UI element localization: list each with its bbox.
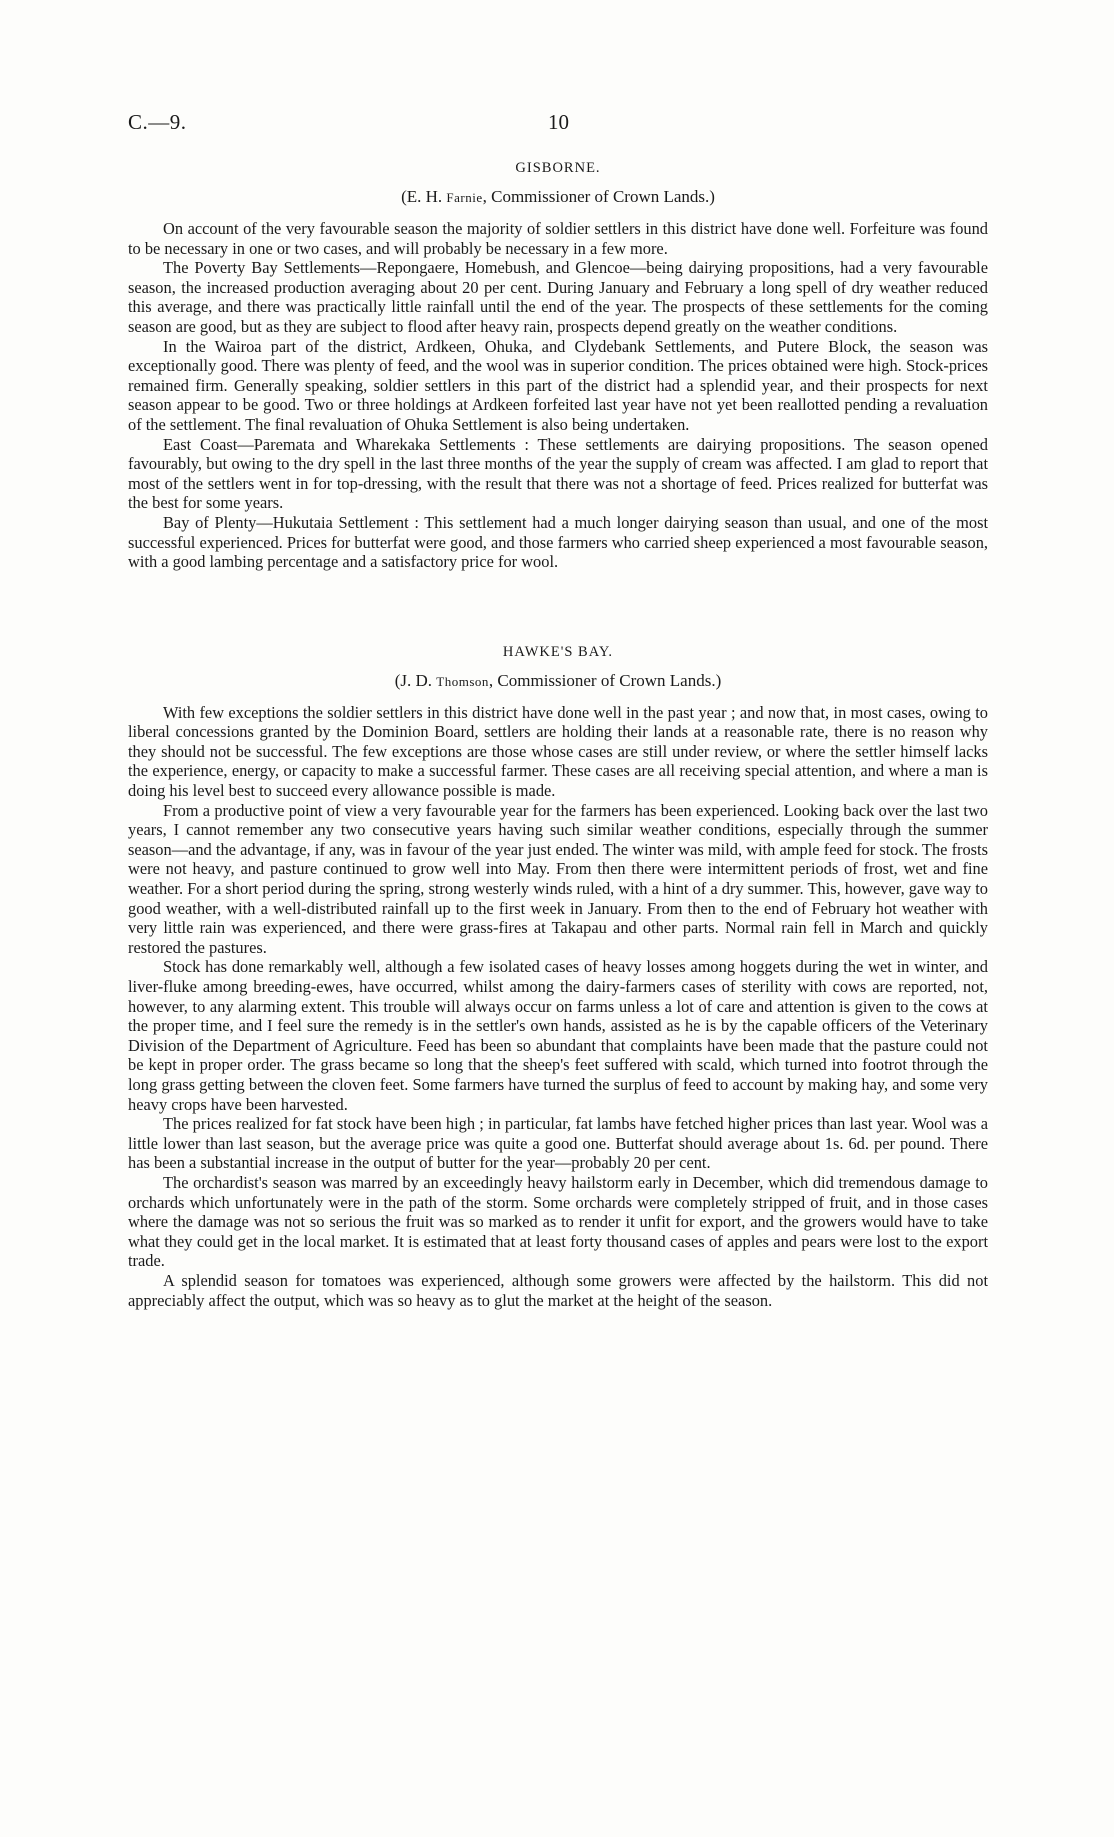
- document-reference: C.—9.: [128, 110, 187, 134]
- commissioner-name: Farnie: [446, 190, 483, 205]
- paragraph: In the Wairoa part of the district, Ardkeen, Ohuka, and Clydebank Settlements, and Putere Block, the season was exceptionally good. There was plenty of feed, and the wool was in superior condition. The prices obtained were high. Stock-prices remained firm. Generally speaking, soldier settlers in this part of the district had a splendid year, and their prospects for next season appear to be good. Two or three holdings at Ardkeen forfeited last year have not yet been reallotted pending a revaluation of the settlement. The final revaluation of Ohuka Settlement is also being undertaken.: [128, 336, 988, 434]
- commissioner-line-hawkes-bay: [128, 671, 988, 691]
- commissioner-initials: (J. D.: [394, 670, 437, 690]
- paragraph: A splendid season for tomatoes was experienced, although some growers were affected by the hailstorm. This did not appreciably affect the output, which was so heavy as to glut the market at the height of the season.: [128, 1270, 988, 1310]
- commissioner-initials: (E. H.: [401, 187, 447, 206]
- gisborne-section: [128, 160, 988, 572]
- paragraph: On account of the very favourable season the majority of soldier settlers in this district have done well. Forfeiture was found to be necessary in one or two cases, and will probably be necessary in a few more.: [128, 219, 988, 258]
- paragraph: The Poverty Bay Settlements—Repongaere, Homebush, and Glencoe—being dairying propositions, had a very favourable season, the increased production averaging about 20 per cent. During January and February a long spell of dry weather reduced this average, and there was practically little rainfall until the end of the year. The prospects of these settlements for the coming season are good, but as they are subject to flood after heavy rain, prospects depend greatly on the weather conditions.: [128, 258, 988, 336]
- page-number: 10: [548, 110, 569, 134]
- hawkes-bay-section: [128, 644, 988, 1310]
- paragraph: Stock has done remarkably well, although a few isolated cases of heavy losses among hoggets during the wet in winter, and liver-fluke among breeding-ewes, have occurred, whilst among the dairy-farmers cases of sterility with cows are reported, not, however, to any alarming extent. This trouble will always occur on farms unless a lot of care and attention is given to the cows at the proper time, and I feel sure the remedy is in the settler's own hands, assisted as he is by the capable officers of the Veterinary Division of the Department of Agriculture. Feed has been so abundant that complaints have been made that the pasture could not be kept in proper order. The grass became so long that the sheep's feet suffered with scald, which turned into footrot through the long grass getting between the cloven feet. Some farmers have turned the surplus of feed to account by making hay, and some very heavy crops have been harvested.: [128, 957, 988, 1114]
- paragraph: Bay of Plenty—Hukutaia Settlement : This settlement had a much longer dairying season than usual, and one of the most successful experienced. Prices for butterfat were good, and those farmers who carried sheep experienced a most favourable season, with a good lambing percentage and a satisfactory price for wool.: [128, 512, 988, 572]
- section-title-gisborne: GISBORNE.: [515, 160, 601, 176]
- paragraph: The prices realized for fat stock have been high ; in particular, fat lambs have fetched higher prices than last year. Wool was a little lower than last season, but the average price was quite a good one. Butterfat should average about 1s. 6d. per pound. There has been a substantial increase in the output of butter for the year—probably 20 per cent.: [128, 1114, 988, 1173]
- commissioner-name: Thomson: [436, 673, 489, 689]
- paragraph: The orchardist's season was marred by an exceedingly heavy hailstorm early in December, which did tremendous damage to orchards which unfortunately were in the path of the storm. Some orchards were completely stripped of fruit, and in those cases where the damage was not so serious the fruit was so marked as to render it unfit for export, and the growers would have to take what they could get in the local market. It is estimated that at least forty thousand cases of apples and pears were lost to the export trade.: [128, 1172, 988, 1271]
- commissioner-title: , Commissioner of Crown Lands.): [482, 187, 715, 206]
- section-title-hawkes-bay: HAWKE'S BAY.: [502, 643, 614, 660]
- section-divider-space: [128, 572, 988, 644]
- page-content: [128, 160, 988, 1310]
- paragraph: With few exceptions the soldier settlers in this district have done well in the past year ; and now that, in most cases, owing to liberal concessions granted by the Dominion Board, settlers are holding their lands at a reasonable rate, there is no reason why they should not be successful. The few exceptions are those whose cases are still under review, or where the settler himself lacks the experience, energy, or capacity to make a successful farmer. These cases are all receiving special attention, and where a man is doing his level best to succeed every allowance possible is made.: [128, 702, 988, 801]
- paragraph: From a productive point of view a very favourable year for the farmers has been experienced. Looking back over the last two years, I cannot remember any two consecutive years having such similar weather conditions, especially through the summer season—and the advantage, if any, was in favour of the year just ended. The winter was mild, with ample feed for stock. The frosts were not heavy, and pasture continued to grow well into May. From then there were intermittent periods of frost, wet and fine weather. For a short period during the spring, strong westerly winds ruled, with a hint of a dry summer. This, however, gave way to good weather, with a well-distributed rainfall up to the first week in January. From then to the end of February hot weather with very little rain was experienced, and there were grass-fires at Takapau and other parts. Normal rain fell in March and quickly restored the pastures.: [128, 800, 988, 957]
- paragraph: East Coast—Paremata and Wharekaka Settlements : These settlements are dairying propositions. The season opened favourably, but owing to the dry spell in the last three months of the year the supply of cream was affected. I am glad to report that most of the settlers went in for top-dressing, with the result that there was not a shortage of feed. Prices realized for butterfat was the best for some years.: [128, 434, 988, 513]
- commissioner-line-gisborne: [128, 187, 988, 207]
- commissioner-title: , Commissioner of Crown Lands.): [488, 670, 722, 690]
